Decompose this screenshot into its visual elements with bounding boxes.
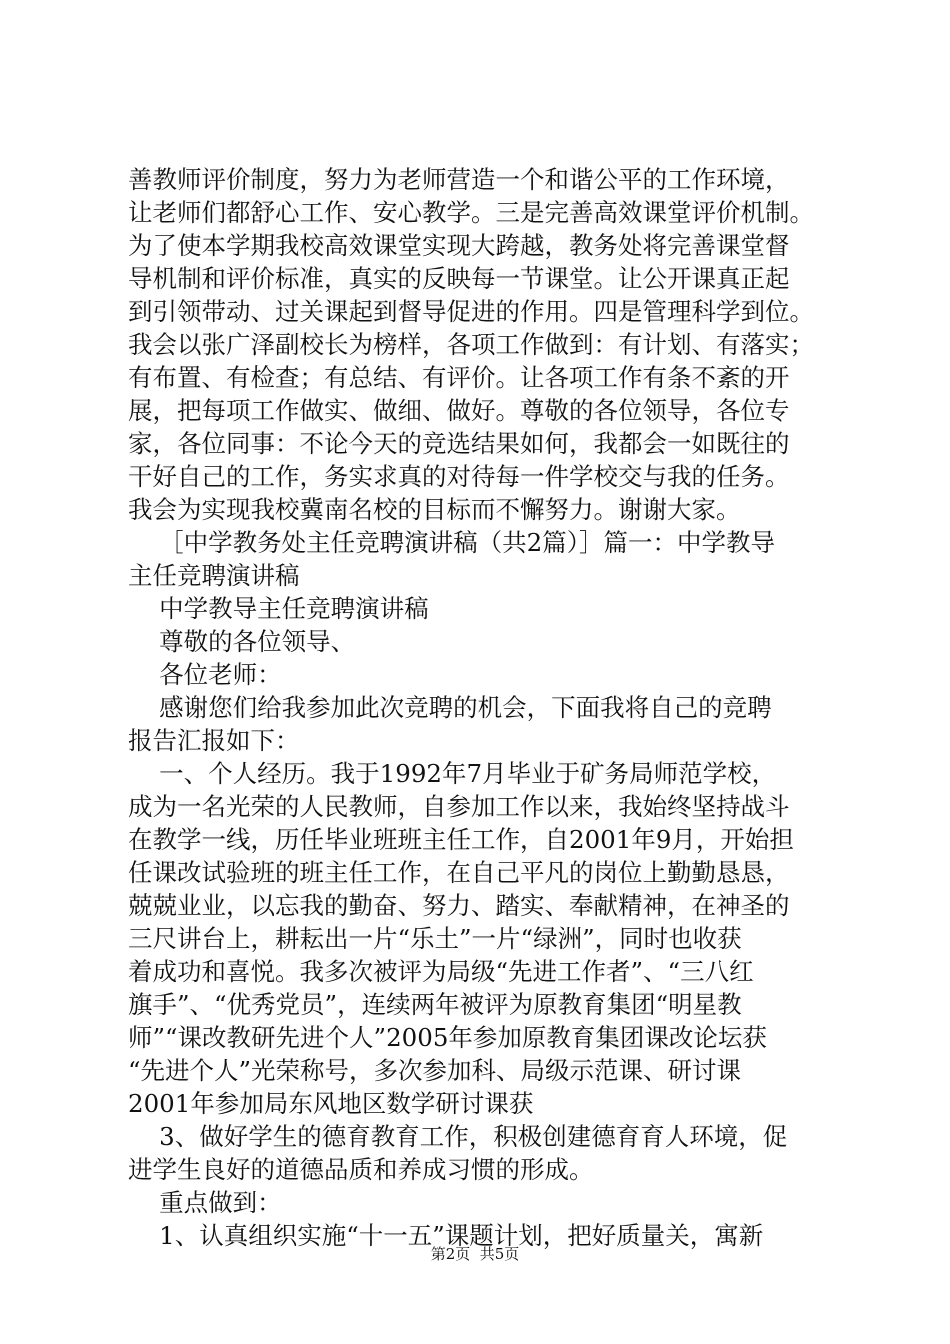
text-line: 1、认真组织实施“十一五”课题计划，把好质量关，寓新 bbox=[128, 1221, 764, 1250]
text-line: 导机制和评价标准，真实的反映每一节课堂。让公开课真正起 bbox=[128, 264, 790, 293]
text-line: ［中学教务处主任竞聘演讲稿（共2篇）］篇一：中学教导 bbox=[128, 528, 775, 557]
text-line: 3、做好学生的德育教育工作，积极创建德育育人环境，促 bbox=[128, 1122, 788, 1151]
text-line: 有布置、有检查；有总结、有评价。让各项工作有条不紊的开 bbox=[128, 363, 790, 392]
text-line: 展，把每项工作做实、做细、做好。尊敬的各位领导，各位专 bbox=[128, 396, 790, 425]
text-line: 善教师评价制度，努力为老师营造一个和谐公平的工作环境， bbox=[128, 165, 790, 194]
text-line: 三尺讲台上，耕耘出一片“乐土”一片“绿洲”，同时也收获 bbox=[128, 924, 742, 953]
text-line: 尊敬的各位领导、 bbox=[128, 627, 356, 656]
body-text bbox=[128, 163, 840, 1252]
text-line: 各位老师： bbox=[128, 660, 282, 689]
text-line: 我会以张广泽副校长为榜样，各项工作做到：有计划、有落实； bbox=[128, 330, 814, 359]
text-line: 为了使本学期我校高效课堂实现大跨越，教务处将完善课堂督 bbox=[128, 231, 790, 260]
text-line: 师”“课改教研先进个人”2005年参加原教育集团课改论坛获 bbox=[128, 1023, 767, 1052]
text-line: 在教学一线，历任毕业班班主任工作，自2001年9月，开始担 bbox=[128, 825, 794, 854]
text-line: 旗手”、“优秀党员”，连续两年被评为原教育集团“明星教 bbox=[128, 990, 742, 1019]
text-line: “先进个人”光荣称号，多次参加科、局级示范课、研讨课 bbox=[128, 1056, 742, 1085]
text-line: 报告汇报如下： bbox=[128, 726, 300, 755]
text-line: 一、个人经历。我于1992年7月毕业于矿务局师范学校， bbox=[128, 759, 777, 788]
text-line: 感谢您们给我参加此次竞聘的机会，下面我将自己的竞聘 bbox=[128, 693, 772, 722]
text-line: 家，各位同事：不论今天的竞选结果如何，我都会一如既往的 bbox=[128, 429, 790, 458]
text-line: 重点做到： bbox=[128, 1188, 282, 1217]
text-line: 进学生良好的道德品质和养成习惯的形成。 bbox=[128, 1155, 594, 1184]
text-line: 着成功和喜悦。我多次被评为局级“先进工作者”、“三八红 bbox=[128, 957, 754, 986]
page-footer bbox=[0, 1244, 950, 1264]
text-line: 到引领带动、过关课起到督导促进的作用。四是管理科学到位。 bbox=[128, 297, 814, 326]
text-line: 我会为实现我校冀南名校的目标而不懈努力。谢谢大家。 bbox=[128, 495, 741, 524]
page-number: 第2页 共5页 bbox=[430, 1245, 520, 1263]
text-line: 中学教导主任竞聘演讲稿 bbox=[128, 594, 429, 623]
text-line: 干好自己的工作，务实求真的对待每一件学校交与我的任务。 bbox=[128, 462, 790, 491]
text-line: 让老师们都舒心工作、安心教学。三是完善高效课堂评价机制。 bbox=[128, 198, 814, 227]
text-line: 成为一名光荣的人民教师，自参加工作以来，我始终坚持战斗 bbox=[128, 792, 790, 821]
text-line: 兢兢业业，以忘我的勤奋、努力、踏实、奉献精神，在神圣的 bbox=[128, 891, 790, 920]
text-line: 2001年参加局东风地区数学研讨课获 bbox=[128, 1089, 534, 1118]
text-line: 任课改试验班的班主任工作，在自己平凡的岗位上勤勤恳恳， bbox=[128, 858, 790, 887]
text-line: 主任竞聘演讲稿 bbox=[128, 561, 300, 590]
